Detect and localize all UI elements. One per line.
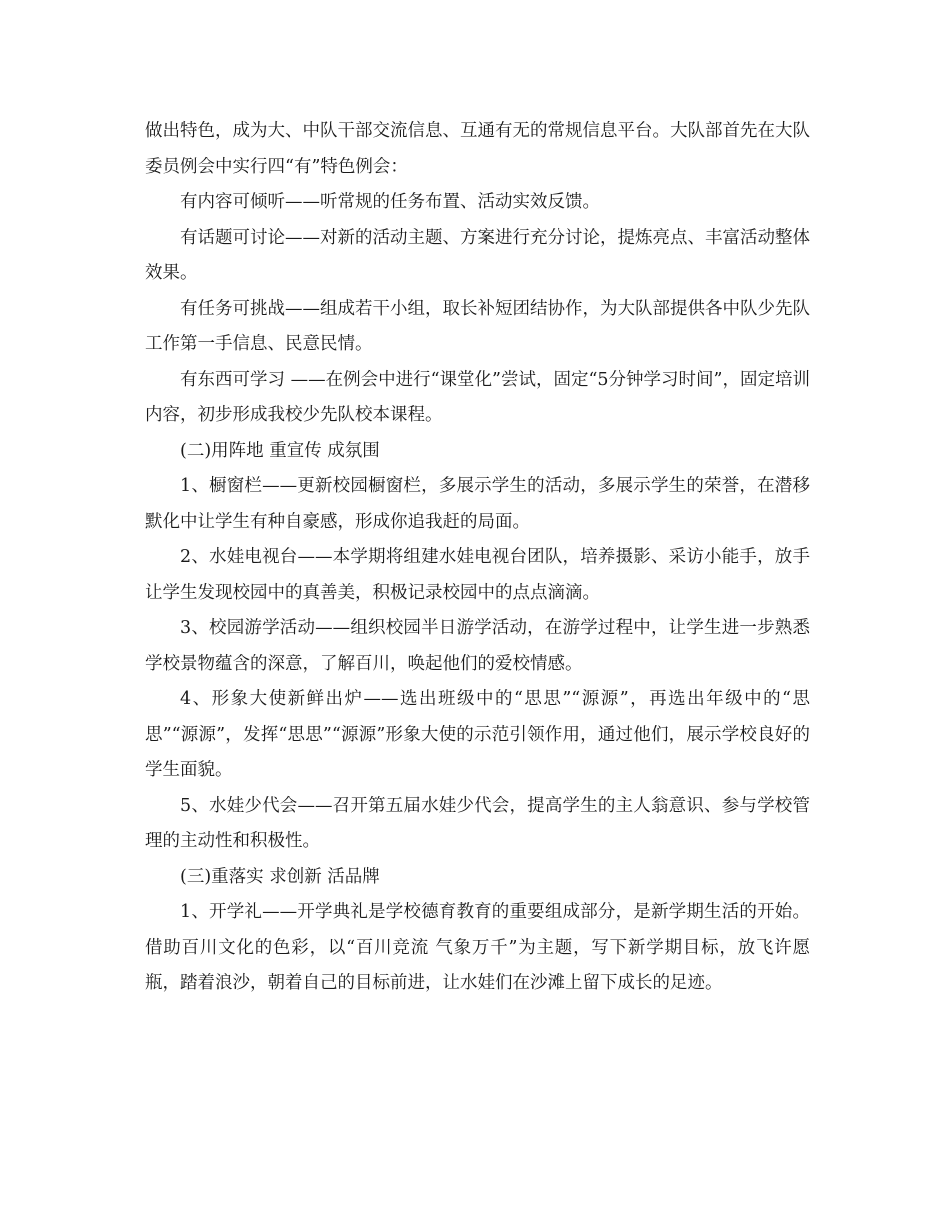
paragraph-item-discuss: 有话题可讨论——对新的活动主题、方案进行充分讨论，提炼亮点、丰富活动整体效果。: [145, 227, 810, 283]
section-heading-2: (二)用阵地 重宣传 成氛围: [180, 440, 380, 461]
paragraph-showcase-window: 1、橱窗栏——更新校园橱窗栏，多展示学生的活动，多展示学生的荣誉，在潜移默化中让学生有种自豪感，形成你追我赶的局面。: [145, 476, 810, 532]
paragraph-opening-ceremony: 1、开学礼——开学典礼是学校德育教育的重要组成部分，是新学期生活的开始。借助百川文化的色彩，以“百川竞流 气象万千”为主题，写下新学期目标，放飞许愿瓶，踏着浪沙，朝着自己的目标前进，让水娃们在沙滩上留下成长的足迹。: [145, 902, 810, 993]
paragraph-campus-tour: 3、校园游学活动——组织校园半日游学活动，在游学过程中，让学生进一步熟悉学校景物蕴含的深意，了解百川，唤起他们的爱校情感。: [145, 618, 810, 674]
paragraph-tv-station: 2、水娃电视台——本学期将组建水娃电视台团队，培养摄影、采访小能手，放手让学生发现校园中的真善美，积极记录校园中的点点滴滴。: [145, 547, 810, 603]
paragraph-continuation: 做出特色，成为大、中队干部交流信息、互通有无的常规信息平台。大队部首先在大队委员例会中实行四“有”特色例会：: [145, 121, 810, 177]
document-body: [145, 114, 810, 1002]
paragraph-item-challenge: 有任务可挑战——组成若干小组，取长补短团结协作，为大队部提供各中队少先队工作第一手信息、民意民情。: [145, 298, 810, 354]
section-heading-3: (三)重落实 求创新 活品牌: [180, 866, 380, 887]
paragraph-ambassador: 4、形象大使新鲜出炉——选出班级中的“思思”“源源”，再选出年级中的“思思”“源源”，发挥“思思”“源源”形象大使的示范引领作用，通过他们，展示学校良好的学生面貌。: [145, 689, 810, 780]
paragraph-item-learn: 有东西可学习 ——在例会中进行“课堂化”尝试，固定“5分钟学习时间”，固定培训内容，初步形成我校少先队校本课程。: [145, 369, 810, 425]
paragraph-item-listen: 有内容可倾听——听常规的任务布置、活动实效反馈。: [180, 192, 600, 212]
paragraph-congress: 5、水娃少代会——召开第五届水娃少代会，提高学生的主人翁意识、参与学校管理的主动性和积极性。: [145, 795, 810, 851]
